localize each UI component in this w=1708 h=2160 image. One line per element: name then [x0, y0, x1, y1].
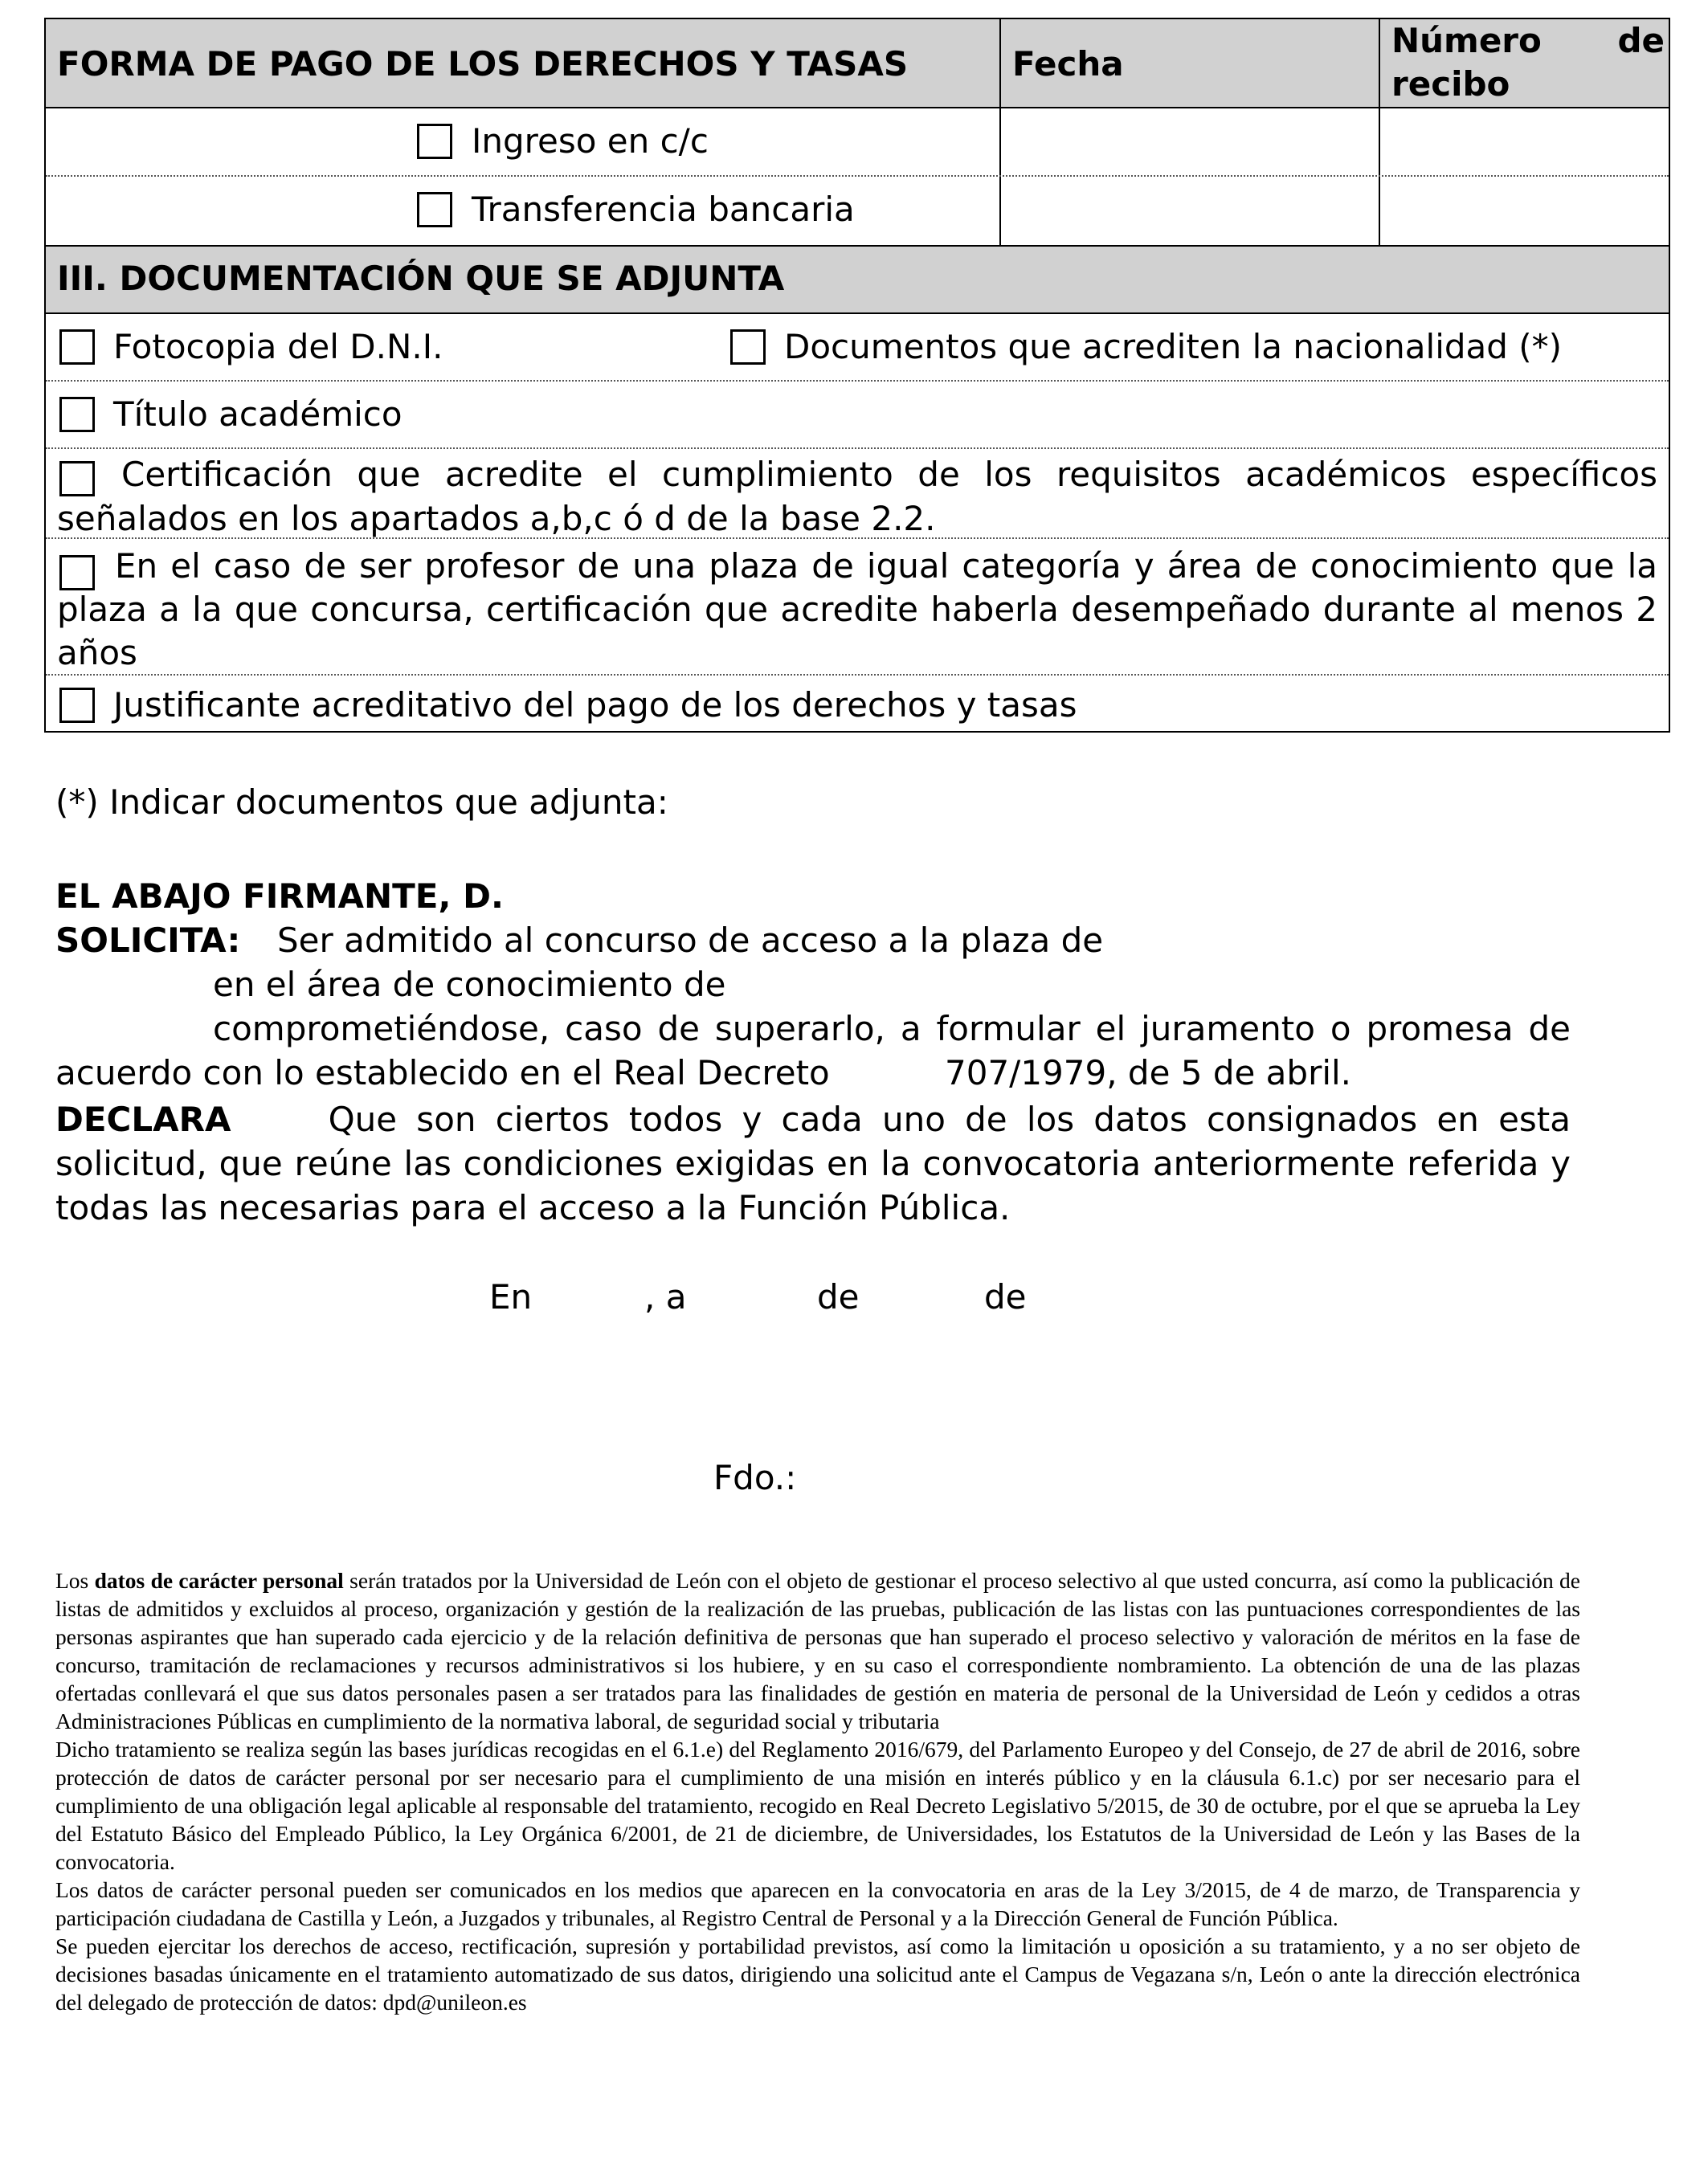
- legal-paragraph-2: Dicho tratamiento se realiza según las bases jurídicas recogidas en el 6.1.e) del Reglamento 2016/679, del Parlamento Europeo y del Consejo, de 27 de abril de 2016, sobre protección de datos de carácter personal por ser necesario para el cumplimiento de una misión en interés público y en la cláusula 6.1.c) por ser necesario para el cumplimiento de una obligación legal aplicable al responsable del tratamiento, recogido en Real Decreto Legislativo 5/2015, de 30 de octubre, por el que se aprueba la Ley del Estatuto Básico del Empleado Público, la Ley Orgánica 6/2001, de 21 de diciembre, de Universidades, los Estatutos de la Universidad de León y las Bases de la convocatoria.: [55, 1737, 1580, 1874]
- payment-option-cell: [46, 177, 999, 245]
- legal-bold: datos de carácter personal: [94, 1568, 344, 1593]
- transferencia-receipt-field[interactable]: [1379, 177, 1669, 245]
- documentation-row: [46, 382, 1669, 449]
- documentation-header: III. DOCUMENTACIÓN QUE SE ADJUNTA: [57, 259, 785, 298]
- payment-proof-label: Justificante acreditativo del pago de los derechos y tasas: [113, 685, 1077, 725]
- transferencia-date-field[interactable]: [999, 177, 1379, 245]
- documentation-row: [46, 539, 1669, 676]
- title-checkbox[interactable]: [59, 397, 95, 432]
- transferencia-checkbox[interactable]: [417, 192, 452, 227]
- application-form-table: [44, 18, 1670, 733]
- date-de-1: de: [817, 1277, 860, 1317]
- request-line-4: acuerdo con lo establecido en el Real Decreto: [55, 1053, 830, 1092]
- request-decree: 707/1979, de 5 de abril.: [945, 1053, 1352, 1092]
- payment-receipt-header: Número de recibo: [1391, 21, 1665, 104]
- professor-label: En el caso de ser profesor de una plaza de igual categoría y área de conocimiento que la plaza a la que concursa, certificación que acredite haberla desempeñado durante al menos 2 años: [57, 546, 1657, 672]
- payment-proof-checkbox[interactable]: [59, 688, 95, 723]
- payment-option-cell: [46, 108, 999, 175]
- payment-receipt-header-cell: [1379, 19, 1669, 107]
- payment-option-row: [46, 108, 1669, 177]
- title-label: Título académico: [113, 394, 402, 434]
- documentation-header-row: [46, 245, 1669, 314]
- place-a: , a: [644, 1277, 687, 1317]
- payment-header-row: [46, 19, 1669, 108]
- documentation-row: [46, 314, 1669, 382]
- attached-documents-note: (*) Indicar documentos que adjunta:: [55, 782, 668, 822]
- signature-label: Fdo.:: [713, 1458, 797, 1497]
- dni-checkbox[interactable]: [59, 329, 95, 365]
- payment-option-row: [46, 177, 1669, 245]
- declare-paragraph: [55, 1097, 1571, 1230]
- ingreso-date-field[interactable]: [999, 108, 1379, 175]
- nationality-checkbox[interactable]: [730, 329, 766, 365]
- signer-label: EL ABAJO FIRMANTE, D.: [55, 876, 504, 916]
- payment-method-header: FORMA DE PAGO DE LOS DERECHOS Y TASAS: [57, 44, 909, 84]
- place-en: En: [489, 1277, 533, 1317]
- request-line-2: en el área de conocimiento de: [213, 965, 726, 1004]
- declare-label: DECLARA: [55, 1100, 231, 1139]
- certification-label: Certificación que acredite el cumplimiento de los requisitos académicos específicos señalados en los apartados a,b,c ó d de la base 2.2.: [57, 455, 1657, 538]
- dni-label: Fotocopia del D.N.I.: [113, 327, 443, 366]
- request-line-3: comprometiéndose, caso de superarlo, a formular el juramento o promesa de: [213, 1009, 1571, 1048]
- date-de-2: de: [984, 1277, 1027, 1317]
- documentation-row: [46, 449, 1669, 539]
- payment-method-header-cell: [46, 19, 999, 107]
- payment-date-header-cell: [999, 19, 1379, 107]
- ingreso-receipt-field[interactable]: [1379, 108, 1669, 175]
- nationality-label: Documentos que acrediten la nacionalidad (*): [784, 327, 1563, 366]
- legal-rest: serán tratados por la Universidad de León con el objeto de gestionar el proceso selectivo al que usted concurra, así como la publicación de listas de admitidos y excluidos al proceso, organización y gestión de la realización de las pruebas, publicación de las listas con las puntuaciones correspondientes de las personas aspirantes que han superado cada ejercicio y de la relación definitiva de personas que han superado el proceso selectivo y valoración de méritos en la fase de concurso, tramitación de reclamaciones y recursos administrativos si los hubiere, y en su caso el correspondiente nombramiento. La obtención de una de las plazas ofertadas conllevará el que sus datos personales pasen a ser tratados para las finalidades de gestión en materia de personal de la Universidad de León y cedidos a otras Administraciones Públicas en cumplimiento de la normativa laboral, de seguridad social y tributaria: [55, 1568, 1581, 1733]
- request-line-1: Ser admitido al concurso de acceso a la plaza de: [277, 921, 1104, 960]
- payment-date-header: Fecha: [1012, 44, 1124, 84]
- legal-paragraph-4: Se pueden ejercitar los derechos de acceso, rectificación, supresión y portabilidad previstos, así como la limitación u oposición a su tratamiento, y a no ser objeto de decisiones basadas únicamente en el tratamiento automatizado de sus datos, dirigiendo una solicitud ante el Campus de Vegazana s/n, León o ante la dirección electrónica del delegado de protección de datos: dpd@unileon.es: [55, 1933, 1580, 2015]
- legal-paragraph-1: [55, 1566, 1580, 1735]
- ingreso-label: Ingreso en c/c: [472, 121, 709, 161]
- declare-text: Que son ciertos todos y cada uno de los datos consignados en esta solicitud, que reúne las condiciones exigidas en la convocatoria anteriormente referida y todas las necesarias para el acceso a la Función Pública.: [55, 1100, 1571, 1227]
- data-protection-notice: [55, 1566, 1580, 2016]
- documentation-row: [46, 676, 1669, 733]
- request-label: SOLICITA:: [55, 921, 241, 960]
- legal-paragraph-3: Los datos de carácter personal pueden ser comunicados en los medios que aparecen en la convocatoria en aras de la Ley 3/2015, de 4 de marzo, de Transparencia y participación ciudadana de Castilla y León, a Juzgados y tribunales, al Registro Central de Personal y a la Dirección General de Función Pública.: [55, 1877, 1580, 1930]
- legal-lead: Los: [55, 1568, 89, 1593]
- transferencia-label: Transferencia bancaria: [472, 190, 855, 229]
- ingreso-checkbox[interactable]: [417, 124, 452, 159]
